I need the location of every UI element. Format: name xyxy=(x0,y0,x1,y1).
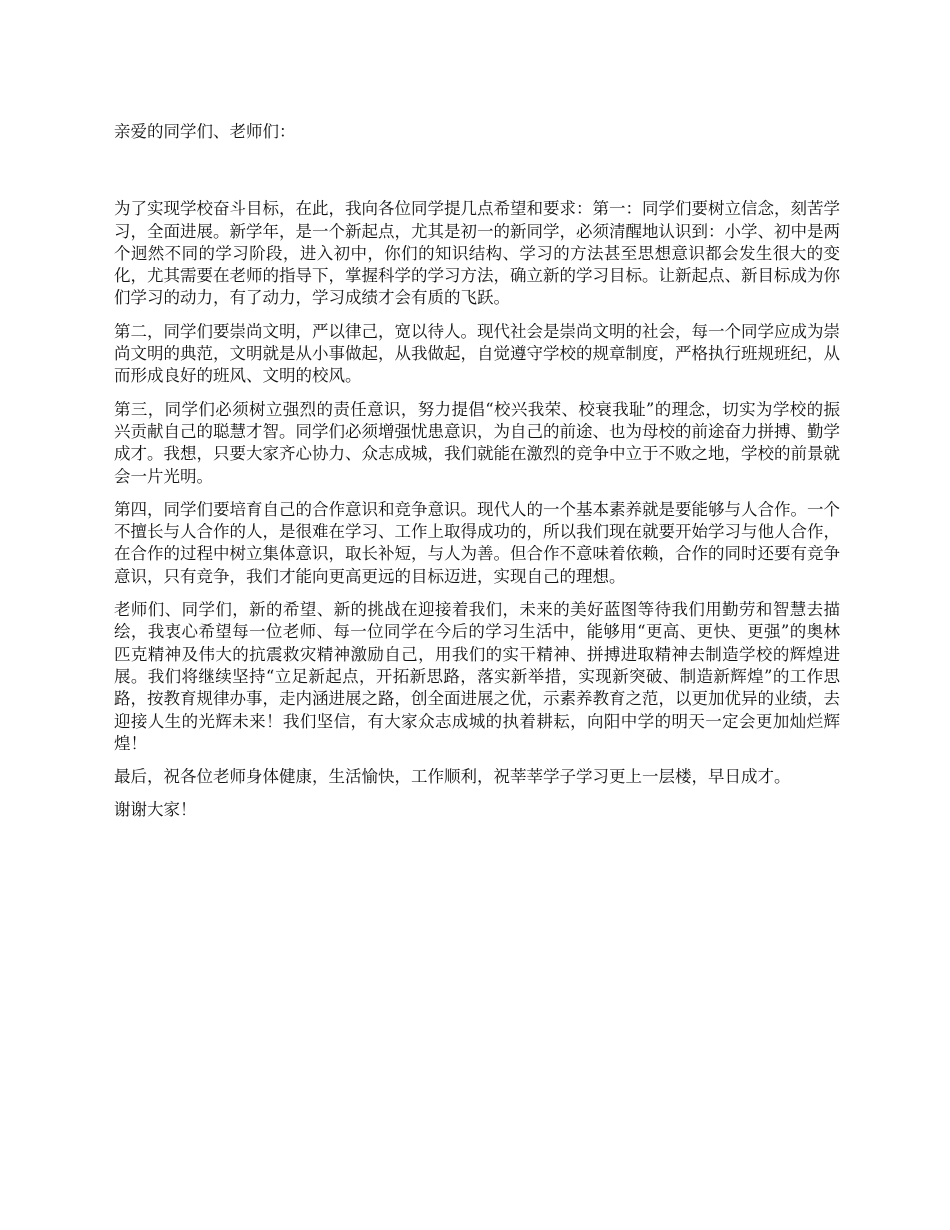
speech-body xyxy=(114,121,840,822)
paragraph-civility: 第二，同学们要崇尚文明，严以律己，宽以待人。现代社会是崇尚文明的社会，每一个同学应成为崇尚文明的典范，文明就是从小事做起，从我做起，自觉遵守学校的规章制度，严格执行班规班纪，从而形成良好的班风、文明的校风。 xyxy=(114,321,840,386)
paragraph-wishes: 最后，祝各位老师身体健康，生活愉快，工作顺利，祝莘莘学子学习更上一层楼，早日成才。 xyxy=(114,767,791,787)
closing-thanks: 谢谢大家！ xyxy=(114,800,197,820)
paragraph-goals: 为了实现学校奋斗目标，在此，我向各位同学提几点希望和要求：第一：同学们要树立信念，刻苦学习，全面进展。新学年，是一个新起点，尤其是初一的新同学，必须清醒地认识到：小学、初中是两个迥然不同的学习阶段，进入初中，你们的知识结构、学习的方法甚至思想意识都会发生很大的变化，尤其需要在老师的指导下，掌握科学的学习方法，确立新的学习目标。让新起点、新目标成为你们学习的动力，有了动力，学习成绩才会有质的飞跃。 xyxy=(114,199,840,308)
paragraph-cooperation: 第四，同学们要培育自己的合作意识和竞争意识。现代人的一个基本素养就是要能够与人合作。一个不擅长与人合作的人，是很难在学习、工作上取得成功的，所以我们现在就要开始学习与他人合作，在合作的过程中树立集体意识，取长补短，与人为善。但合作不意味着依赖，合作的同时还要有竞争意识，只有竞争，我们才能向更高更远的目标迈进，实现自己的理想。 xyxy=(114,499,840,586)
paragraph-responsibility: 第三，同学们必须树立强烈的责任意识，努力提倡“校兴我荣、校衰我耻”的理念，切实为学校的振兴贡献自己的聪慧才智。同学们必须增强忧患意识，为自己的前途、也为母校的前途奋力拼搏、勤学成才。我想，只要大家齐心协力、众志成城，我们就能在激烈的竞争中立于不败之地，学校的前景就会一片光明。 xyxy=(114,399,840,486)
paragraph-hopes: 老师们、同学们，新的希望、新的挑战在迎接着我们，未来的美好蓝图等待我们用勤劳和智慧去描绘，我衷心希望每一位老师、每一位同学在今后的学习生活中，能够用“更高、更快、更强”的奥林匹克精神及伟大的抗震救灾精神激励自己，用我们的实干精神、拼搏进取精神去制造学校的辉煌进展。我们将继续坚持“立足新起点，开拓新思路，落实新举措，实现新突破、制造新辉煌”的工作思路，按教育规律办事，走内涵进展之路，创全面进展之优，示素养教育之范，以更加优异的业绩，去迎接人生的光辉未来！我们坚信，有大家众志成城的执着耕耘，向阳中学的明天一定会更加灿烂辉煌！ xyxy=(114,600,840,753)
greeting: 亲爱的同学们、老师们： xyxy=(114,122,296,141)
